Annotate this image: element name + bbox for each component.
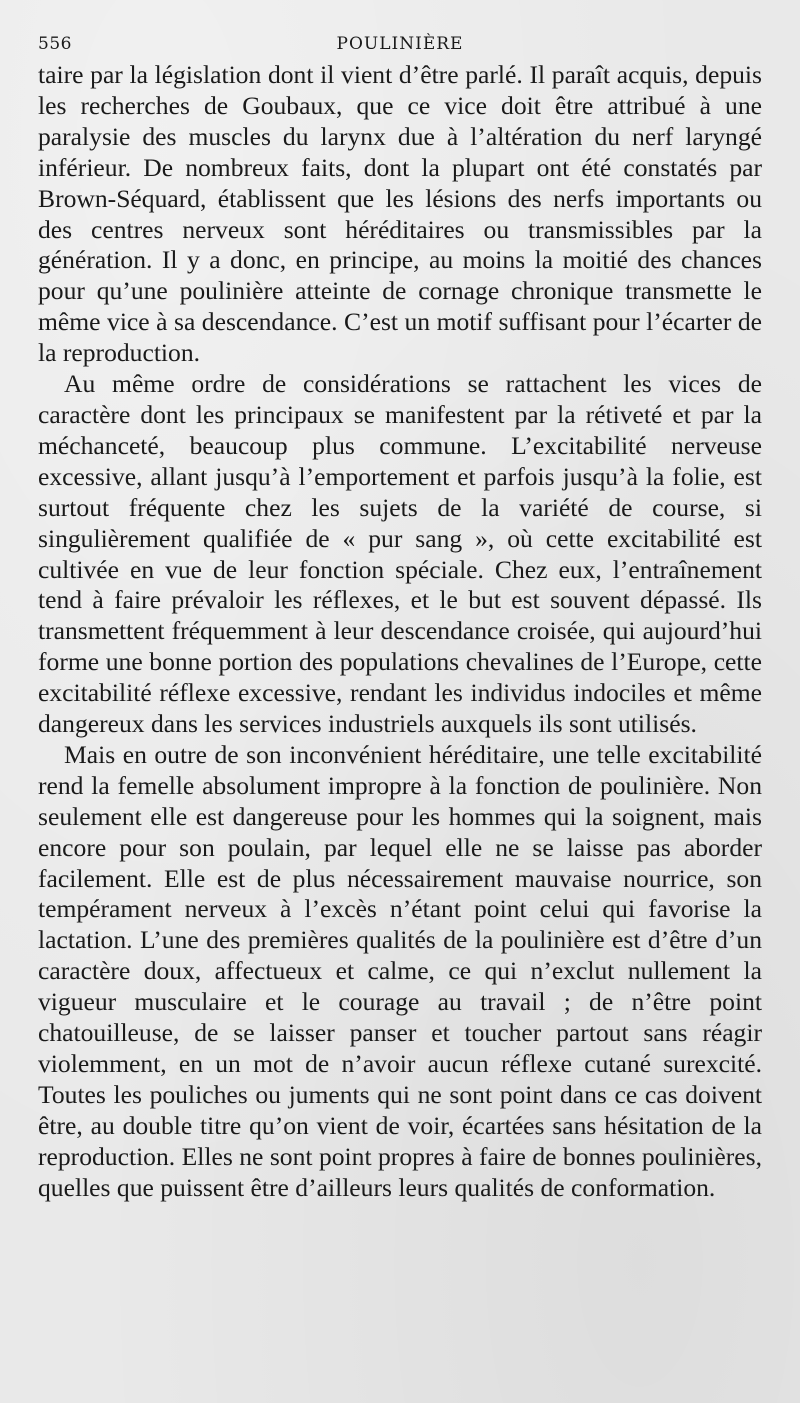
running-head <box>38 30 762 60</box>
paragraph-vices-de-caractere: Au même ordre de considérations se rattachent les vices de caractère dont les principaux se manifestent par la rétiveté et par la méchanceté, beaucoup plus commune. L’excitabilité nerveuse excessive, allant jusqu’à l’emportement et parfois jusqu’à la folie, est surtout fréquente chez les sujets de la variété de course, si singulièrement qualifiée de « pur sang », où cette excitabilité est cultivée en vue de leur fonction spéciale. Chez eux, l’entraînement tend à faire prévaloir les réflexes, et le but est souvent dépassé. Ils transmettent fréquemment à leur descendance croisée, qui aujourd’hui forme une bonne portion des populations chevalines de l’Europe, cette excitabilité réflexe excessive, rendant les individus indociles et même dangereux dans les services industriels auxquels ils sont utilisés. <box>38 369 762 739</box>
page-number: 556 <box>38 34 72 54</box>
paragraph-continuation: taire par la législation dont il vient d’être parlé. Il paraît acquis, depuis les recherches de Goubaux, que ce vice doit être attribué à une paralysie des muscles du larynx due à l’altération du nerf laryngé inférieur. De nombreux faits, dont la plupart ont été constatés par Brown-Séquard, établissent que les lésions des nerfs importants ou des centres nerveux sont héréditaires ou transmissibles par la génération. Il y a donc, en principe, au moins la moitié des chances pour qu’une poulinière atteinte de cornage chronique transmette le même vice à sa descendance. C’est un motif suffisant pour l’écarter de la reproduction. <box>38 60 762 368</box>
running-title: POULINIÈRE <box>336 34 464 54</box>
body-text <box>38 60 762 1204</box>
paragraph-inconvenient-hereditaire: Mais en outre de son inconvénient héréditaire, une telle excitabilité rend la femelle absolument impropre à la fonction de poulinière. Non seulement elle est dangereuse pour les hommes qui la soignent, mais encore pour son poulain, par lequel elle ne se laisse pas aborder facilement. Elle est de plus nécessairement mauvaise nourrice, son tempérament nerveux à l’excès n’étant point celui qui favorise la lactation. L’une des premières qualités de la poulinière est d’être d’un caractère doux, affectueux et calme, ce qui n’exclut nullement la vigueur musculaire et le courage au travail ; de n’être point chatouilleuse, de se laisser panser et toucher partout sans réagir violemment, en un mot de n’avoir aucun réflexe cutané surexcité. Toutes les pouliches ou juments qui ne sont point dans ce cas doivent être, au double titre qu’on vient de voir, écartées sans hésitation de la reproduction. Elles ne sont point propres à faire de bonnes poulinières, quelles que puissent être d’ailleurs leurs qualités de conformation. <box>38 739 762 1202</box>
